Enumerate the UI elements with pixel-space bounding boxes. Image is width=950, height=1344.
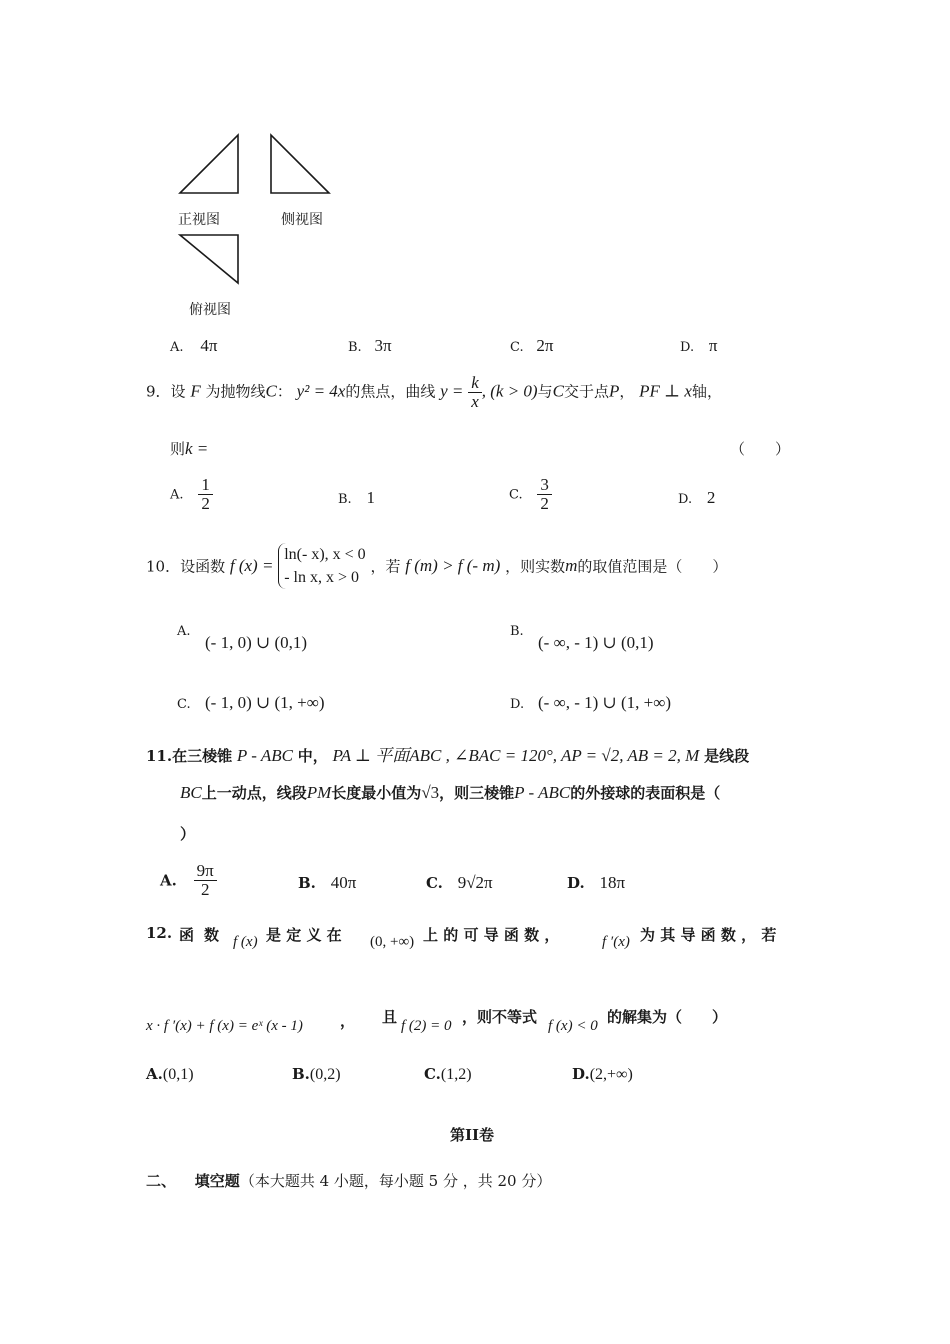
q9-fraction: $\frac{k}{x}$ (468, 374, 482, 411)
q10-option-b-label: B. (510, 624, 524, 639)
section-title: 第II卷 (450, 1126, 495, 1144)
q12-word-1: 函 (179, 926, 195, 944)
q10-option-b-value: (- ∞, - 1) ∪ (0,1) (538, 633, 654, 652)
q9-option-a: A. $\frac{1}{2}$ (170, 476, 213, 513)
q11-stem-line1: 11.在三棱锥 P - ABC 中， PA ⊥ 平面ABC , ∠BAC = 120°, AP = √2, AB = 2, M 是线段 (146, 746, 750, 765)
q12-option-b: B.(0,2) (292, 1065, 341, 1083)
q12-domain: (0, +∞) (370, 934, 415, 950)
q10-option-d-label: D. (510, 697, 525, 712)
q9-option-b: B. 1 (338, 488, 375, 507)
q12-text-2: 上 的 可 导 函 数 ， (423, 926, 560, 944)
side-view-label: 侧视图 (281, 212, 323, 228)
q11-option-c: C. 9√2π (426, 873, 493, 892)
q12-text-6: 的解集为（ ） (607, 1008, 728, 1026)
q8-option-c: C. 2π (510, 336, 554, 355)
q9-answer-paren: （ ） (730, 440, 791, 458)
q12-text-3: 为 其 导 函 数 ， 若 (640, 926, 777, 944)
q9-option-d: D. 2 (678, 488, 716, 507)
q10-option-a-value: (- 1, 0) ∪ (0,1) (205, 633, 308, 652)
q12-text-4: 且 (382, 1008, 398, 1026)
q11-option-a: A. $\frac{9\pi}{2}$ (160, 862, 217, 899)
q10-option-c-label: C. (177, 697, 191, 712)
front-view-triangle (180, 135, 238, 193)
side-view-triangle (271, 135, 329, 193)
q10-piecewise: ln(- x), x < 0 - ln x, x > 0 (278, 543, 365, 589)
q8-option-b: B. 3π (348, 336, 392, 355)
q12-text-5: ，则不等式 (462, 1008, 538, 1026)
q12-fpx: f ′(x) (602, 934, 630, 950)
q12-fx: f (x) (233, 934, 258, 950)
q11-stem-line2: BC上一动点，线段PM长度最小值为√3，则三棱锥P - ABC的外接球的表面积是（ (180, 783, 721, 802)
q10-option-c-value: (- 1, 0) ∪ (1, +∞) (205, 693, 325, 712)
q12-option-c: C.(1,2) (424, 1065, 472, 1083)
top-view-triangle (180, 235, 238, 283)
q12-inequality: f (x) < 0 (548, 1018, 598, 1034)
q12-option-a: A.(0,1) (146, 1065, 194, 1083)
q12-comma: ， (340, 1012, 356, 1030)
q11-option-d: D. 18π (567, 873, 626, 892)
q10-option-a-label: A. (177, 624, 191, 639)
section-heading: 二、 填空题（本大题共 4 小题，每小题 5 分 ，共 20 分） (146, 1172, 552, 1190)
q8-option-a: A. 4π (170, 336, 218, 355)
q12-equation: x · f ′(x) + f (x) = eˣ (x - 1) (146, 1018, 303, 1034)
q9-stem: 9．设 F 为抛物线C： y² = 4x的焦点，曲线 y = $\frac{k}{x}$ , (k > 0)与C交于点P， PF ⊥ x轴， (146, 373, 722, 411)
q8-option-d: D. π (680, 336, 718, 355)
q10-stem: 10．设函数 f (x) = ln(- x), x < 0 - ln x, x > 0 ，若 f (m) > f (- m) ，则实数m的取值范围是（ ） (146, 543, 727, 589)
top-view-label: 俯视图 (189, 302, 231, 318)
q9-line2: 则k = (170, 439, 209, 458)
q9-option-c: C. $\frac{3}{2}$ (509, 476, 552, 513)
q12-word-2: 数 (204, 926, 220, 944)
q12-num: 12. (146, 924, 173, 942)
front-view-label: 正视图 (178, 212, 220, 228)
q12-text-1: 是 定 义 在 (266, 926, 342, 944)
q11-option-b: B. 40π (298, 873, 357, 892)
q10-option-d-value: (- ∞, - 1) ∪ (1, +∞) (538, 693, 672, 712)
q11-close-paren: ） (180, 825, 196, 843)
q12-f2: f (2) = 0 (401, 1018, 452, 1034)
q12-option-d: D.(2,+∞) (572, 1065, 633, 1083)
